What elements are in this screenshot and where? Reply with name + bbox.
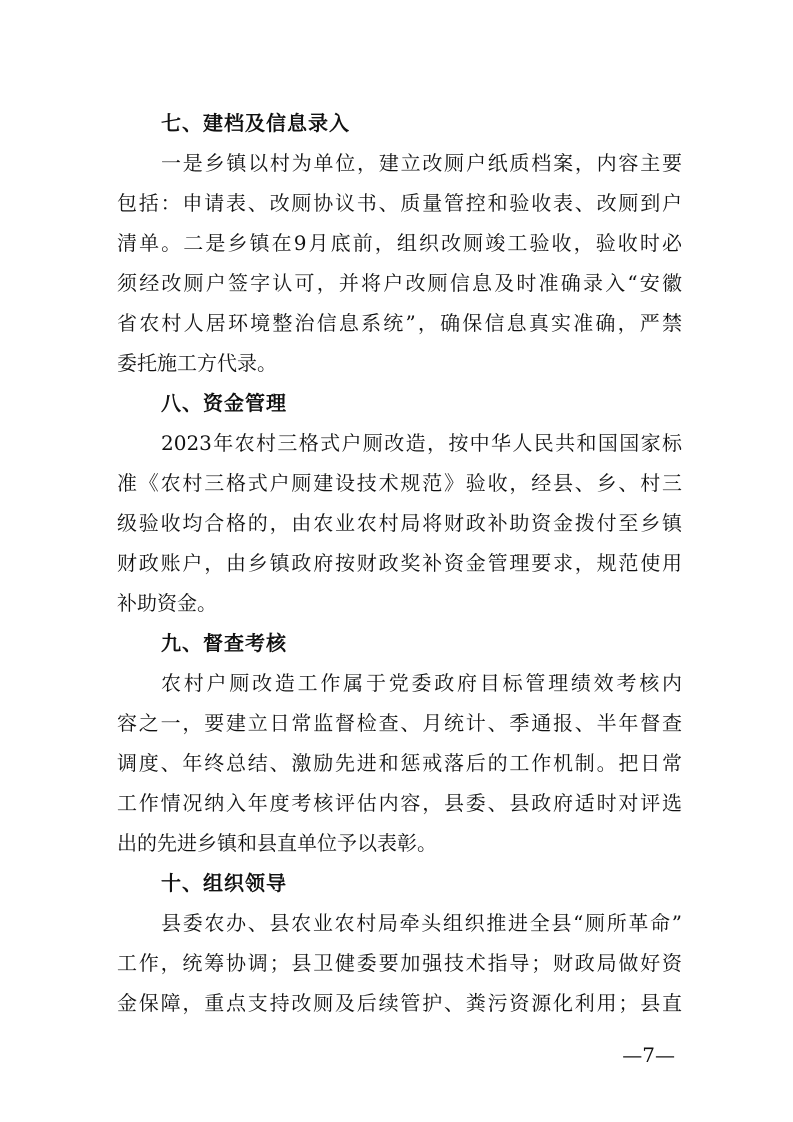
paragraph-line: 农村户厕改造工作属于党委政府目标管理绩效考核内 <box>161 671 682 695</box>
paragraph-line: 准《农村三格式户厕建设技术规范》验收，经县、乡、村三 <box>117 471 682 495</box>
paragraph-line: 容之一，要建立日常监督检查、月统计、季通报、半年督查 <box>117 711 682 735</box>
section-paragraph-9 <box>117 663 682 863</box>
section-heading-8: 八、资金管理 <box>161 391 287 415</box>
paragraph-line: 工作情况纳入年度考核评估内容，县委、县政府适时对评选 <box>117 791 682 815</box>
paragraph-line: 包括：申请表、改厕协议书、质量管控和验收表、改厕到户 <box>117 191 682 215</box>
paragraph-line: 调度、年终总结、激励先进和惩戒落后的工作机制。把日常 <box>117 751 682 775</box>
section-paragraph-7 <box>117 143 682 383</box>
paragraph-line: 委托施工方代录。 <box>117 351 277 375</box>
section-heading-9: 九、督查考核 <box>161 631 287 655</box>
document-body <box>117 103 682 1023</box>
section-heading-7: 七、建档及信息录入 <box>161 111 350 135</box>
section-heading-10: 十、组织领导 <box>161 871 287 895</box>
paragraph-line: 出的先进乡镇和县直单位予以表彰。 <box>117 831 437 855</box>
paragraph-line: 财政账户，由乡镇政府按财政奖补资金管理要求，规范使用 <box>117 551 682 575</box>
paragraph-line: 县委农办、县农业农村局牵头组织推进全县“厕所革命” <box>161 911 682 935</box>
paragraph-line: 一是乡镇以村为单位，建立改厕户纸质档案，内容主要 <box>161 151 682 175</box>
paragraph-line: 2023年农村三格式户厕改造，按中华人民共和国国家标 <box>161 431 682 455</box>
paragraph-line: 须经改厕户签字认可，并将户改厕信息及时准确录入“安徽 <box>117 271 682 295</box>
paragraph-line: 清单。二是乡镇在9月底前，组织改厕竣工验收，验收时必 <box>117 231 682 255</box>
section-paragraph-10 <box>117 903 682 1023</box>
section-paragraph-8 <box>117 423 682 623</box>
paragraph-line: 级验收均合格的，由农业农村局将财政补助资金拨付至乡镇 <box>117 511 682 535</box>
paragraph-line: 省农村人居环境整治信息系统”，确保信息真实准确，严禁 <box>117 311 682 335</box>
paragraph-line: 补助资金。 <box>117 591 217 615</box>
paragraph-line: 工作，统筹协调；县卫健委要加强技术指导；财政局做好资 <box>117 951 682 975</box>
paragraph-line: 金保障，重点支持改厕及后续管护、粪污资源化利用；县直 <box>117 991 682 1015</box>
page-number: —7— <box>622 1043 675 1067</box>
